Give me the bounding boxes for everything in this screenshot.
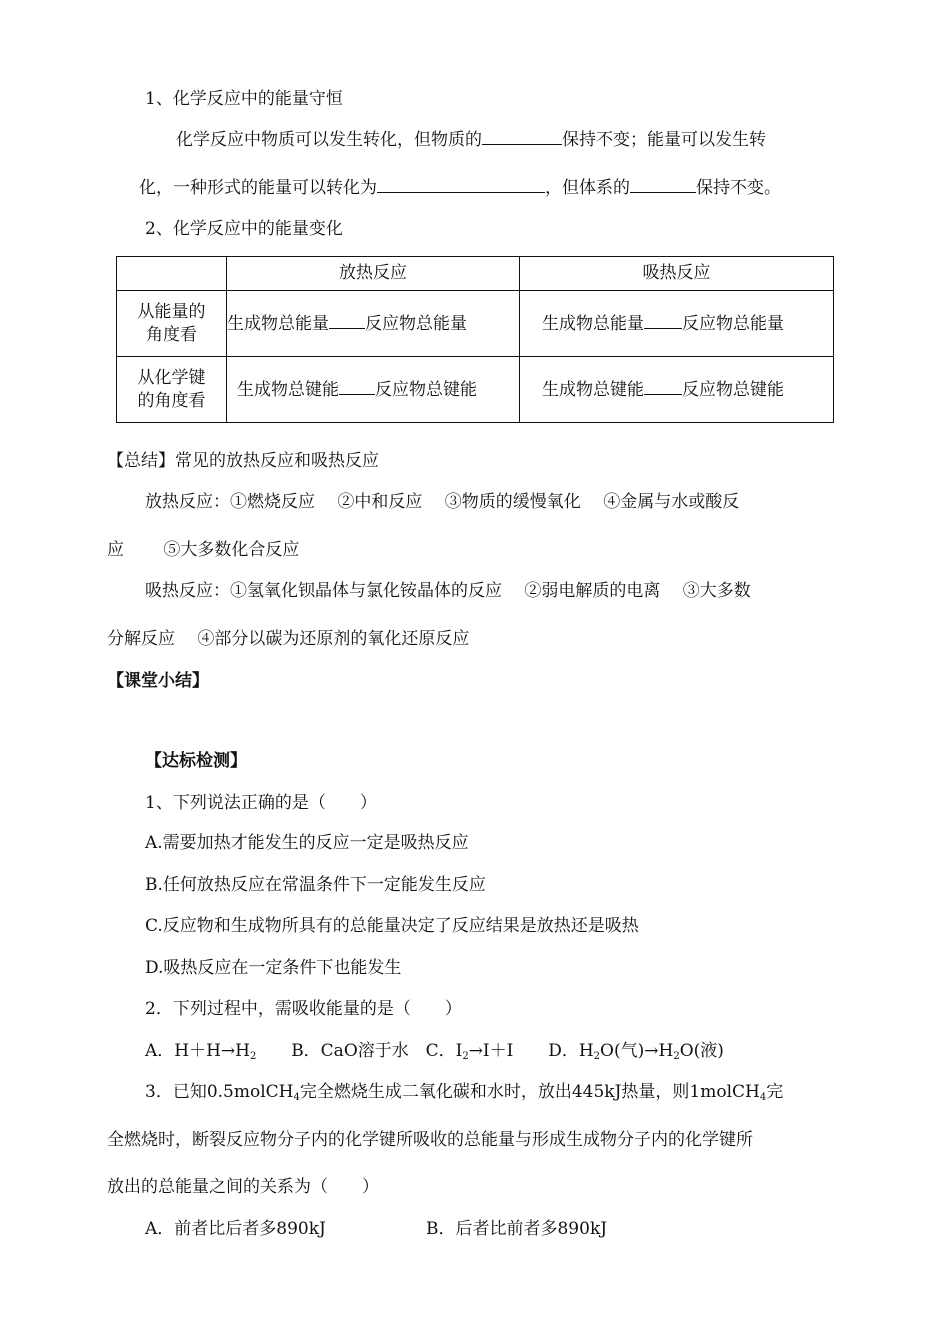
fill-blank[interactable] — [339, 378, 375, 395]
subscript: 2 — [673, 1051, 680, 1062]
subscript: 2 — [250, 1051, 257, 1062]
text-fragment: 保持不变；能量可以发生转 — [562, 130, 766, 150]
row-header-line: 从能量的 — [137, 301, 206, 322]
table-row — [117, 357, 834, 423]
question-2-options — [145, 1040, 724, 1062]
row-header-line: 从化学键 — [137, 367, 206, 388]
class-summary-heading — [107, 670, 209, 692]
fill-blank[interactable] — [329, 312, 365, 329]
section-1-paragraph-line-1 — [176, 128, 766, 151]
table-row — [117, 291, 834, 357]
endo-reactions-line-1: 吸热反应：①氢氧化钡晶体与氯化铵晶体的反应 ②弱电解质的电离 ③大多数 — [145, 581, 751, 601]
subscript: 2 — [593, 1051, 601, 1062]
question-2-option-a[interactable] — [145, 1041, 256, 1061]
endo-reactions-line-2: 分解反应 ④部分以碳为还原剂的氧化还原反应 — [107, 629, 470, 649]
row-header-line: 角度看 — [146, 324, 197, 345]
section-1-paragraph-line-2 — [139, 176, 781, 199]
text-fragment: 0kJ — [579, 1219, 608, 1239]
row-header-bond — [117, 357, 227, 423]
text-fragment: 化学反应中物质可以发生转化，但物质的 — [176, 130, 482, 150]
text-fragment: O(气)→H — [600, 1041, 674, 1061]
fill-blank-1[interactable] — [482, 128, 562, 145]
subscript: 2 — [462, 1051, 469, 1062]
text-fragment: 生成物总能量 — [542, 313, 644, 334]
cell-endo-bond — [520, 357, 834, 423]
section-1-title: 1、化学反应中的能量守恒 — [145, 89, 343, 109]
text-fragment: 生成物总键能 — [542, 379, 644, 400]
summary-title: 【总结】常见的放热反应和吸热反应 — [107, 451, 379, 471]
question-2-option-d[interactable] — [548, 1041, 724, 1061]
table-corner-cell — [117, 257, 227, 291]
text-fragment: 完全燃烧生成二氧化碳和水时，放出445kJ热量，则1molCH — [299, 1082, 760, 1102]
fill-blank[interactable] — [644, 378, 682, 395]
text-fragment: 生成物总键能 — [237, 379, 339, 400]
question-1: 1、下列说法正确的是（ ） — [145, 793, 377, 813]
text-fragment: 3．已知0.5molCH — [145, 1082, 294, 1102]
energy-change-table — [116, 256, 834, 423]
question-2-option-b[interactable]: B．CaO溶于水 — [291, 1041, 409, 1061]
text-fragment: 完 — [766, 1082, 784, 1102]
row-header-line: 的角度看 — [137, 390, 206, 411]
question-3-line-1 — [145, 1081, 783, 1103]
question-2: 2．下列过程中，需吸收能量的是（ ） — [145, 999, 462, 1019]
text-fragment: 保持不变。 — [696, 178, 781, 198]
col-header-exothermic: 放热反应 — [227, 257, 520, 291]
text-fragment: 化，一种形式的能量可以转化为 — [139, 178, 377, 198]
text-fragment: O(液) — [679, 1041, 724, 1061]
question-1-option-b[interactable]: B.任何放热反应在常温条件下一定能发生反应 — [145, 875, 486, 895]
text-fragment: D．H — [548, 1041, 594, 1061]
text-fragment: 反应物总键能 — [682, 379, 784, 400]
question-3-option-a[interactable]: A．前者比后者多890kJ — [145, 1219, 326, 1239]
test-heading: 【达标检测】 — [145, 751, 247, 771]
exo-reactions-line-1: 放热反应：①燃烧反应 ②中和反应 ③物质的缓慢氧化 ④金属与水或酸反 — [145, 492, 740, 512]
text-fragment: 反应物总键能 — [375, 379, 477, 400]
text-fragment: 反应物总能量 — [682, 313, 784, 334]
exo-reactions-line-2: 应 ⑤大多数化合反应 — [107, 540, 300, 560]
question-1-option-a[interactable]: A.需要加热才能发生的反应一定是吸热反应 — [145, 833, 469, 853]
row-header-energy — [117, 291, 227, 357]
text-fragment: →I＋I — [468, 1041, 514, 1061]
question-2-option-c[interactable] — [426, 1041, 514, 1061]
text-fragment: B．后者比前者多89 — [426, 1219, 580, 1239]
question-1-option-c[interactable]: C.反应物和生成物所具有的总能量决定了反应结果是放热还是吸热 — [145, 916, 639, 936]
question-3-option-b[interactable] — [426, 1218, 607, 1240]
subscript: 4 — [759, 1092, 767, 1103]
fill-blank-3[interactable] — [630, 176, 696, 193]
text-fragment: A．H＋H→H — [145, 1041, 250, 1061]
col-header-endothermic: 吸热反应 — [520, 257, 834, 291]
question-1-option-d[interactable]: D.吸热反应在一定条件下也能发生 — [145, 958, 402, 978]
text-fragment: 生成物总能量 — [227, 313, 329, 334]
text-fragment: ，但体系的 — [545, 178, 630, 198]
fill-blank-2[interactable] — [377, 176, 545, 193]
question-3-line-3: 放出的总能量之间的关系为（ ） — [107, 1177, 379, 1197]
question-3-line-2: 全燃烧时，断裂反应物分子内的化学键所吸收的总能量与形成生成物分子内的化学键所 — [107, 1130, 753, 1150]
cell-exo-energy — [227, 291, 520, 357]
cell-endo-energy — [520, 291, 834, 357]
section-2-title: 2、化学反应中的能量变化 — [145, 219, 343, 239]
table-header-row — [117, 257, 834, 291]
text-fragment: 反应物总能量 — [365, 313, 467, 334]
fill-blank[interactable] — [644, 312, 682, 329]
subscript: 4 — [293, 1092, 300, 1103]
cell-exo-bond — [227, 357, 520, 423]
text-fragment: C．I — [425, 1041, 463, 1061]
heading-text: 【课堂小结】 — [107, 671, 209, 691]
